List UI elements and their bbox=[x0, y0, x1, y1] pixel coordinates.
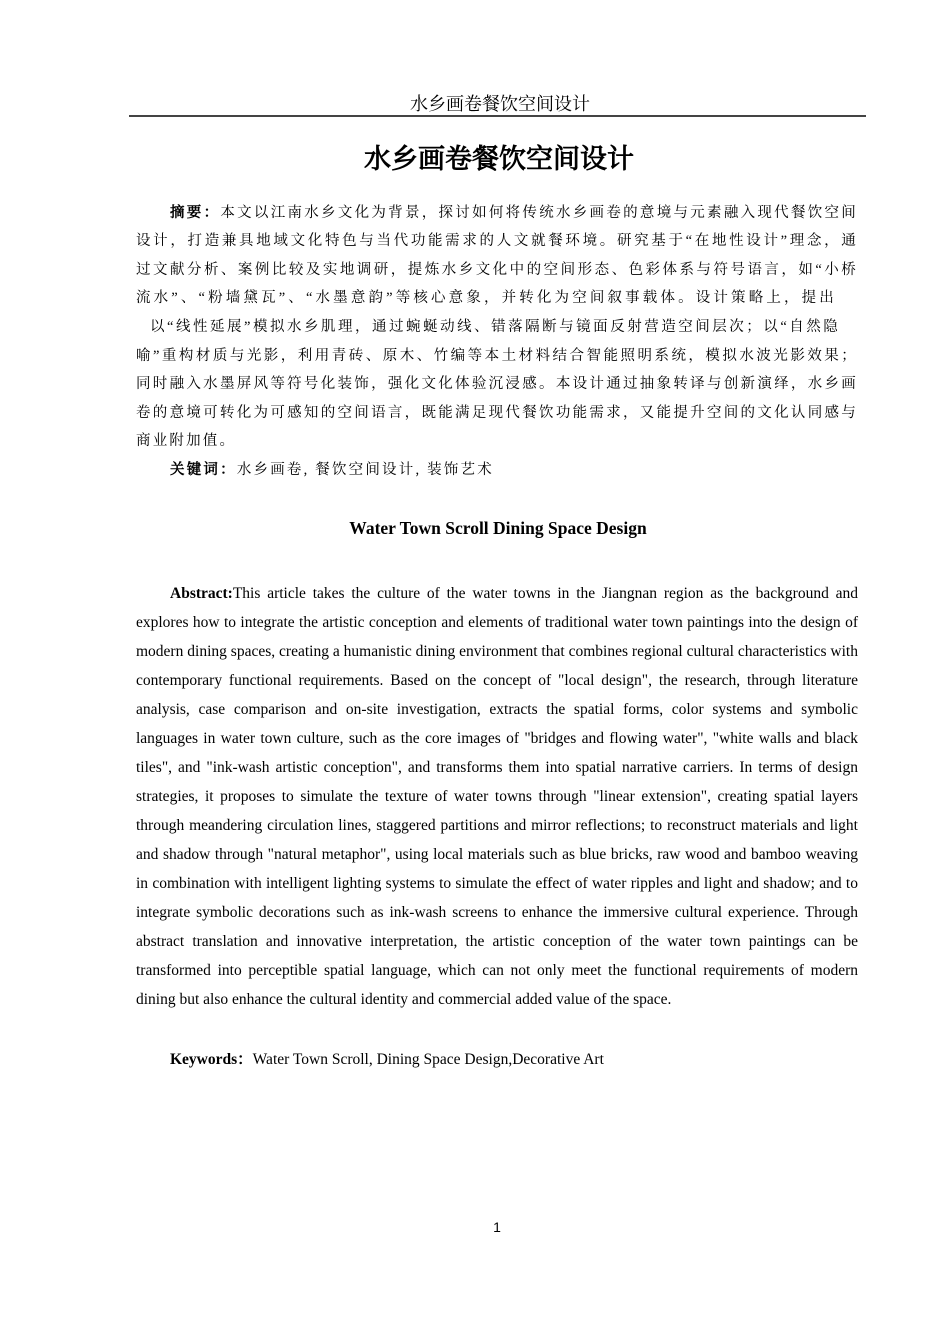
header-rule bbox=[129, 115, 866, 117]
abstract-cn-label: 摘要： bbox=[170, 205, 221, 221]
keywords-cn-value: 水乡画卷, 餐饮空间设计, 装饰艺术 bbox=[236, 462, 494, 478]
keywords-en-value: Water Town Scroll, Dining Space Design,Decorative Art bbox=[252, 1051, 604, 1068]
abstract-cn-line: 商业附加值。 bbox=[136, 433, 237, 449]
abstract-en-label: Abstract: bbox=[170, 585, 233, 602]
abstract-cn-line: 以“线性延展”模拟水乡肌理，通过蜿蜒动线、错落隔断与镜面反射营造空间层次；以“自然隐 bbox=[150, 319, 840, 335]
keywords-en bbox=[170, 1047, 604, 1069]
abstract-cn-line: 同时融入水墨屏风等符号化装饰，强化文化体验沉浸感。本设计通过抽象转译与创新演绎，水乡画 bbox=[136, 376, 858, 392]
title-cn: 水乡画卷餐饮空间设计 bbox=[364, 144, 634, 174]
abstract-cn-line: 过文献分析、案例比较及实地调研，提炼水乡文化中的空间形态、色彩体系与符号语言，如“小桥 bbox=[136, 262, 858, 278]
page-number: 1 bbox=[493, 1219, 501, 1235]
running-header: 水乡画卷餐饮空间设计 bbox=[410, 94, 590, 114]
keywords-cn-label: 关键词： bbox=[170, 462, 237, 478]
abstract-cn-line: 设计，打造兼具地域文化特色与当代功能需求的人文就餐环境。研究基于“在地性设计”理念，通 bbox=[136, 233, 858, 249]
abstract-cn-line: 卷的意境可转化为可感知的空间语言，既能满足现代餐饮功能需求，又能提升空间的文化认同感与 bbox=[136, 405, 858, 421]
abstract-cn-line: 流水”、“粉墙黛瓦”、“水墨意韵”等核心意象，并转化为空间叙事载体。设计策略上，提出 bbox=[136, 290, 836, 306]
abstract-cn-line bbox=[170, 203, 858, 223]
abstract-en-text: This article takes the culture of the water towns in the Jiangnan region as the background and explores how to integrate the artistic conception and elements of traditional water town paintings into the design of modern dining spaces, creating a humanistic dining environment that combines regional cultural characteristics with contemporary functional requirements. Based on the concept of "local design", the research, through literature analysis, case comparison and on-site investigation, extracts the spatial forms, color systems and symbolic languages in water town culture, such as the core images of "bridges and flowing water", "white walls and black tiles", and "ink-wash artistic conception", and transforms them into spatial narrative carriers. In terms of design strategies, it proposes to simulate the texture of water towns through "linear extension", creating spatial layers through meandering circulation lines, staggered partitions and mirror reflections; to reconstruct materials and light and shadow through "natural metaphor", using local materials such as blue bricks, raw wood and bamboo weaving in combination with intelligent lighting systems to simulate the effect of water ripples and light and shadow; and to integrate symbolic decorations such as ink-wash screens to enhance the immersive cultural experience. Through abstract translation and innovative interpretation, the artistic conception of the water town paintings can be transformed into perceptible spatial language, which can not only meet the functional requirements of modern dining but also enhance the cultural identity and commercial added value of the space. bbox=[136, 585, 858, 1008]
keywords-cn bbox=[170, 460, 858, 480]
abstract-cn-text: 本文以江南水乡文化为背景，探讨如何将传统水乡画卷的意境与元素融入现代餐饮空间 bbox=[220, 205, 858, 221]
keywords-en-label: Keywords： bbox=[170, 1051, 253, 1068]
abstract-cn-line: 喻”重构材质与光影，利用青砖、原木、竹编等本土材料结合智能照明系统，模拟水波光影效果； bbox=[136, 348, 858, 364]
abstract-en bbox=[136, 579, 858, 1014]
title-en: Water Town Scroll Dining Space Design bbox=[349, 518, 647, 538]
